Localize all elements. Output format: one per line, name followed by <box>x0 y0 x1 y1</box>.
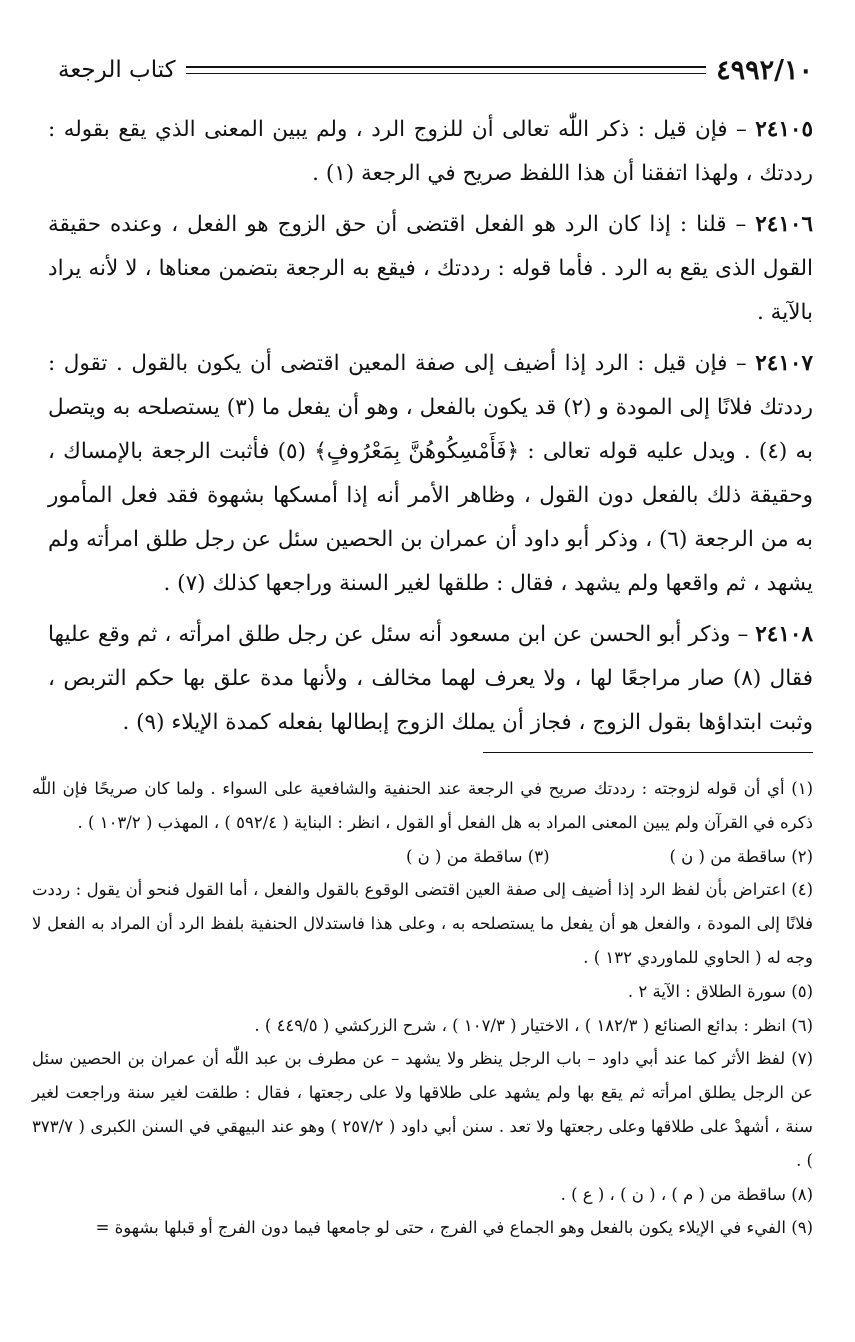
header-rule <box>186 66 707 74</box>
paragraph <box>48 203 813 335</box>
footnote: (٣) ساقطة من ( ن ) <box>406 846 550 866</box>
footnote-row <box>32 840 813 874</box>
page-number: ٤٩٩٢/١٠ <box>716 54 813 86</box>
footnote: (٢) ساقطة من ( ن ) <box>669 846 813 866</box>
paragraph-number: ٢٤١٠٦ <box>755 212 813 237</box>
book-title: كتاب الرجعة <box>58 57 176 83</box>
footnote: (٧) لفظ الأثر كما عند أبي داود – باب الرجل ينظر ولا يشهد – عن مطرف بن عبد اللّٰه أن عمران بن الحصين سئل عن الرجل يطلق امرأته ثم يقع بها ولم يشهد على طلاقها ولا على رجعتها ، فقال : طلقت لغير سنة وراجعت لغير سنة ، أشهدْ على طلاقها وعلى رجعتها ولا تعد . سنن أبي داود ( ٢٥٧/٢ ) وهو عند البيهقي في السنن الكبرى ( ٣٧٣/٧ ) . <box>32 1049 813 1170</box>
footnote: (٨) ساقطة من ( م ) ، ( ن ) ، ( ع ) . <box>560 1184 813 1204</box>
paragraph <box>48 613 813 745</box>
footnote-separator <box>483 752 813 753</box>
paragraph-text: – قلنا : إذا كان الرد هو الفعل اقتضى أن حق الزوج هو الفعل ، وعنده حقيقة القول الذى يقع به الرد . فأما قوله : رددتك ، فيقع به الرجعة بتضمن معناها ، لا لأنه يراد بالآية . <box>48 212 813 325</box>
paragraph <box>48 108 813 196</box>
main-text <box>48 108 813 752</box>
paragraph-number: ٢٤١٠٨ <box>755 622 813 647</box>
footnote: (١) أي أن قوله لزوجته : رددتك صريح في الرجعة عند الحنفية والشافعية على السواء . ولما كان صريحًا فإن اللّٰه ذكره في القرآن ولم يبين المعنى المراد به هل الفعل أو القول ، انظر : البناية ( ٥٩٢/٤ ) ، المهذب ( ١٠٣/٢ ) . <box>32 779 813 832</box>
paragraph-text: – وذكر أبو الحسن عن ابن مسعود أنه سئل عن رجل طلق امرأته ، ثم وقع عليها فقال (٨) صار مراجعًا لها ، ولا يعرف لهما مخالف ، ولأنها مدة علق بها حكم التربص ، وثبت ابتداؤها بقول الزوج ، فجاز أن يملك الزوج إبطالها بفعله كمدة الإيلاء (٩) . <box>48 622 813 735</box>
paragraph-number: ٢٤١٠٥ <box>755 117 813 142</box>
page-header <box>58 50 813 90</box>
footnote: (٩) الفيء في الإيلاء يكون بالفعل وهو الجماع في الفرج ، حتى لو جامعها فيما دون الفرج أو قبلها بشهوة = <box>95 1218 813 1238</box>
footnote: (٥) سورة الطلاق : الآية ٢ . <box>627 981 813 1001</box>
paragraph-text: – فإن قيل : ذكر اللّٰه تعالى أن للزوج الرد ، ولم يبين المعنى الذي يقع بقوله : رددتك ، ولهذا اتفقنا أن هذا اللفظ صريح في الرجعة (١) . <box>48 117 813 186</box>
paragraph-text: – فإن قيل : الرد إذا أضيف إلى صفة المعين اقتضى أن يكون بالقول . تقول : رددتك فلانًا إلى المودة و (٢) قد يكون بالفعل ، وهو أن يفعل ما (٣) يستصلحه به ويتصل به (٤) . ويدل عليه قوله تعالى : ﴿فَأَمْسِكُوهُنَّ بِمَعْرُوفٍ﴾ (٥) فأثبت الرجعة بالإمساك ، وحقيقة ذلك بالفعل دون القول ، وظاهر الأمر أنه إذا أمسكها بشهوة فقد فعل المأمور به من الرجعة (٦) ، وذكر أبو داود أن عمران بن الحصين سئل عن رجل طلق امرأته ولم يشهد ، ثم واقعها ولم يشهد ، فقال : طلقها لغير السنة وراجعها كذلك (٧) . <box>48 351 814 596</box>
footnote: (٤) اعتراض بأن لفظ الرد إذا أضيف إلى صفة العين اقتضى الوقوع بالقول والفعل ، أما القول فنحو أن يقول : رددت فلانًا إلى المودة ، والفعل هو أن يفعل ما يستصلحه به ، وعلى هذا فاستدلال الحنفية بلفظ الرد أن المراد به الفعل لا وجه له ( الحاوي للماوردي ١٣٢ ) . <box>32 880 813 967</box>
paragraph-number: ٢٤١٠٧ <box>755 351 813 376</box>
paragraph <box>48 342 813 606</box>
footnotes <box>32 772 813 1245</box>
footnote: (٦) انظر : بدائع الصنائع ( ١٨٢/٣ ) ، الاختيار ( ١٠٧/٣ ) ، شرح الزركشي ( ٤٤٩/٥ ) . <box>254 1015 813 1035</box>
